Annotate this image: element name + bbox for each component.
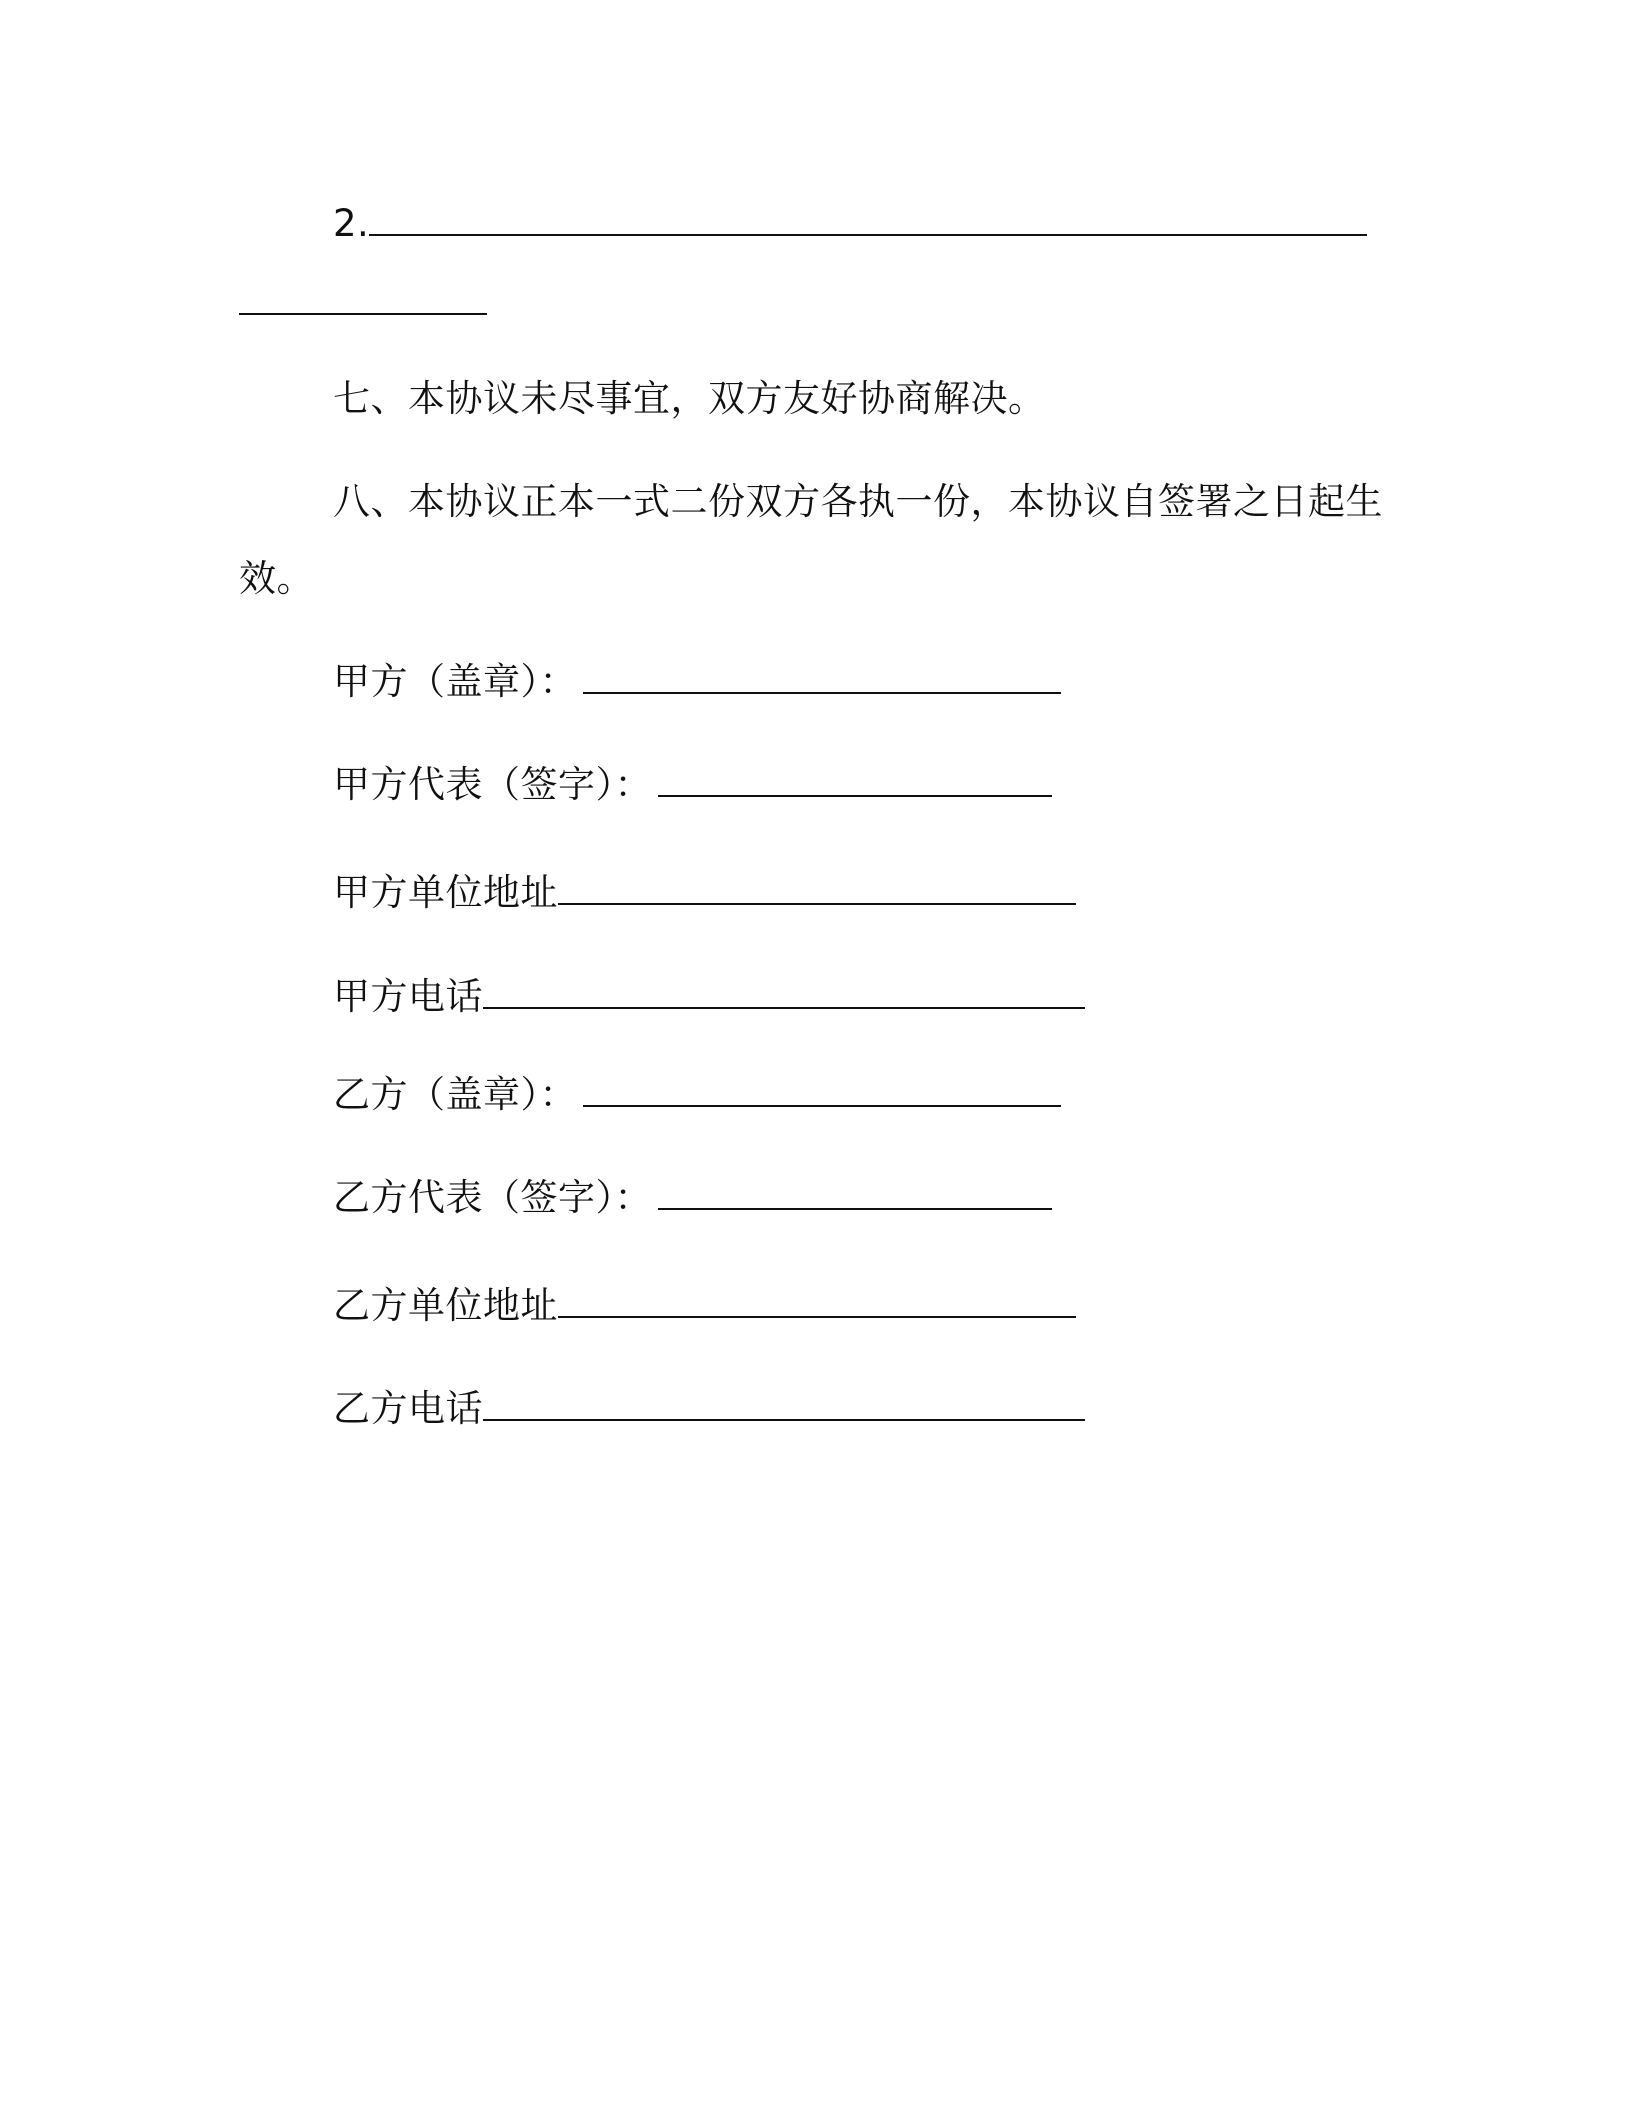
party-b-seal-field[interactable] [583, 1071, 1061, 1107]
party-a-phone-field[interactable] [483, 973, 1085, 1009]
party-a-phone-row [333, 973, 1085, 1021]
item-2-row [333, 200, 1367, 248]
party-b-phone-field[interactable] [483, 1385, 1085, 1421]
party-b-rep-row [333, 1174, 1052, 1222]
party-b-seal-label: 乙方（盖章）： [333, 1073, 577, 1116]
party-a-address-row [333, 869, 1076, 917]
item-2-blank[interactable] [369, 200, 1367, 236]
party-b-address-label: 乙方单位地址 [333, 1284, 558, 1327]
party-a-phone-label: 甲方电话 [333, 975, 483, 1018]
item-2-blank-continued[interactable] [239, 313, 487, 315]
item-2-label: 2. [333, 202, 370, 245]
party-a-seal-label: 甲方（盖章）： [333, 660, 577, 703]
party-b-address-field[interactable] [558, 1282, 1076, 1318]
party-b-seal-row [333, 1071, 1061, 1119]
party-b-phone-row [333, 1385, 1085, 1433]
party-a-rep-row [333, 761, 1052, 809]
clause-8-line-1: 八、本协议正本一式二份双方各执一份，本协议自签署之日起生 [333, 480, 1383, 523]
party-a-rep-field[interactable] [658, 761, 1052, 797]
party-b-rep-field[interactable] [658, 1174, 1052, 1210]
party-a-seal-row [333, 658, 1061, 706]
party-a-rep-label: 甲方代表（签字）： [333, 763, 652, 806]
party-a-address-label: 甲方单位地址 [333, 871, 558, 914]
party-a-seal-field[interactable] [583, 658, 1061, 694]
party-b-phone-label: 乙方电话 [333, 1387, 483, 1430]
party-a-address-field[interactable] [558, 869, 1076, 905]
clause-8-line-2: 效。 [239, 557, 314, 600]
party-b-address-row [333, 1282, 1076, 1330]
party-b-rep-label: 乙方代表（签字）： [333, 1176, 652, 1219]
clause-7: 七、本协议未尽事宜，双方友好协商解决。 [333, 377, 1046, 420]
